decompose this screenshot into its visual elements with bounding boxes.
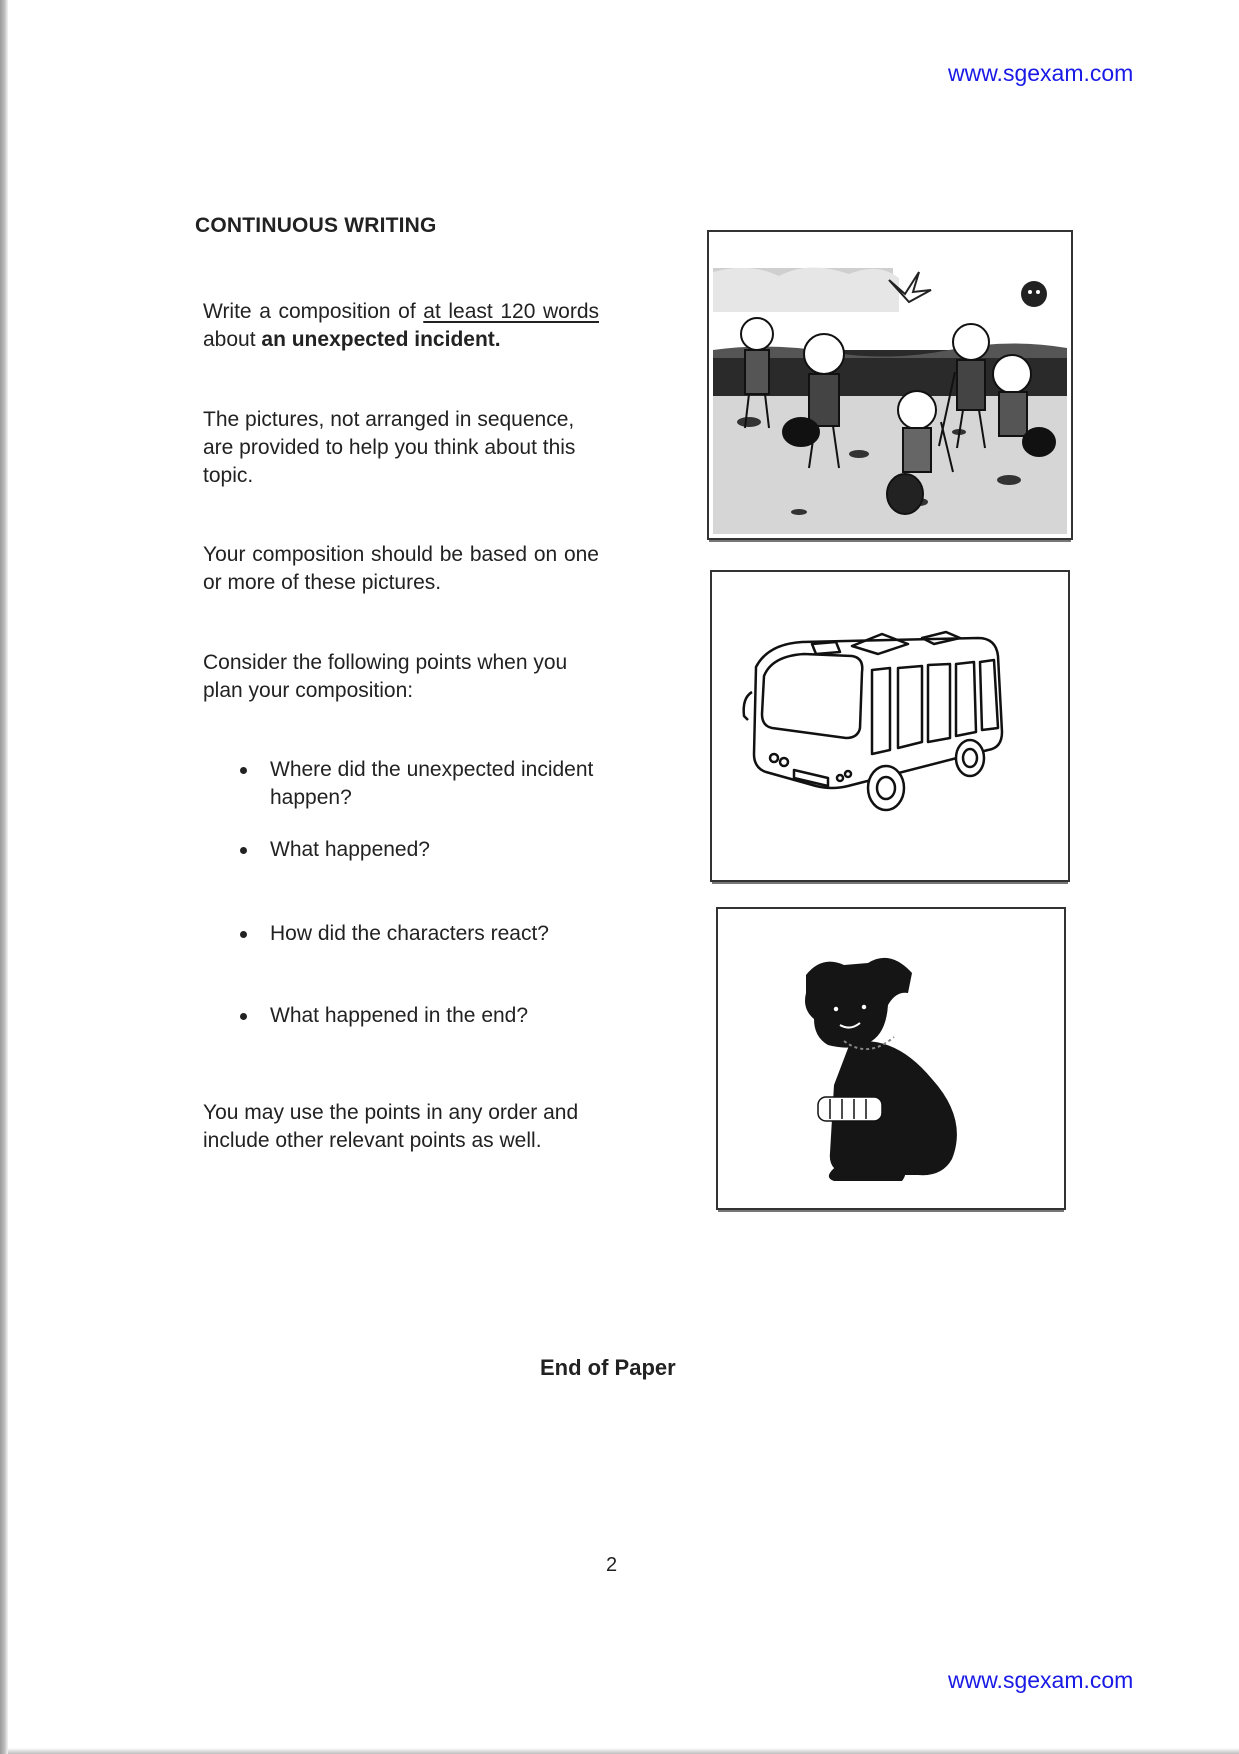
injured-dog-icon [718, 909, 1064, 1208]
injured-dog-picture [716, 907, 1066, 1210]
point-item: How did the characters react? [238, 920, 600, 948]
section-title: CONTINUOUS WRITING [195, 214, 437, 237]
prompt-text-middle: about [203, 328, 262, 351]
page-number: 2 [606, 1554, 618, 1576]
point-item: What happened in the end? [238, 1002, 600, 1030]
footer-site-link[interactable]: www.sgexam.com [948, 1667, 1134, 1693]
scan-edge-bottom [8, 1748, 1239, 1754]
prompt-topic: an unexpected incident. [261, 328, 501, 351]
based-note: Your composition should be based on one or more of these pictures. [203, 543, 599, 594]
point-item: What happened? [238, 836, 600, 864]
bus-picture [710, 570, 1070, 882]
children-cleaning-beach-icon [709, 232, 1071, 538]
consider-intro: Consider the following points when you plan your composition: [203, 651, 568, 702]
header-site-link[interactable]: www.sgexam.com [948, 60, 1134, 86]
children-cleaning-beach-picture [707, 230, 1073, 540]
scan-edge-left [0, 0, 8, 1754]
prompt-word-count: at least 120 words [423, 300, 599, 323]
pictures-note: The pictures, not arranged in sequence, are provided to help you think about this topic. [203, 408, 576, 487]
prompt-text-before: Write a composition of [203, 300, 424, 323]
closing-note: You may use the points in any order and include other relevant points as well. [203, 1101, 579, 1152]
composition-prompt [203, 298, 599, 354]
bus-icon [712, 572, 1068, 880]
end-of-paper: End of Paper [540, 1355, 676, 1380]
point-item: Where did the unexpected incident happen? [238, 756, 600, 812]
